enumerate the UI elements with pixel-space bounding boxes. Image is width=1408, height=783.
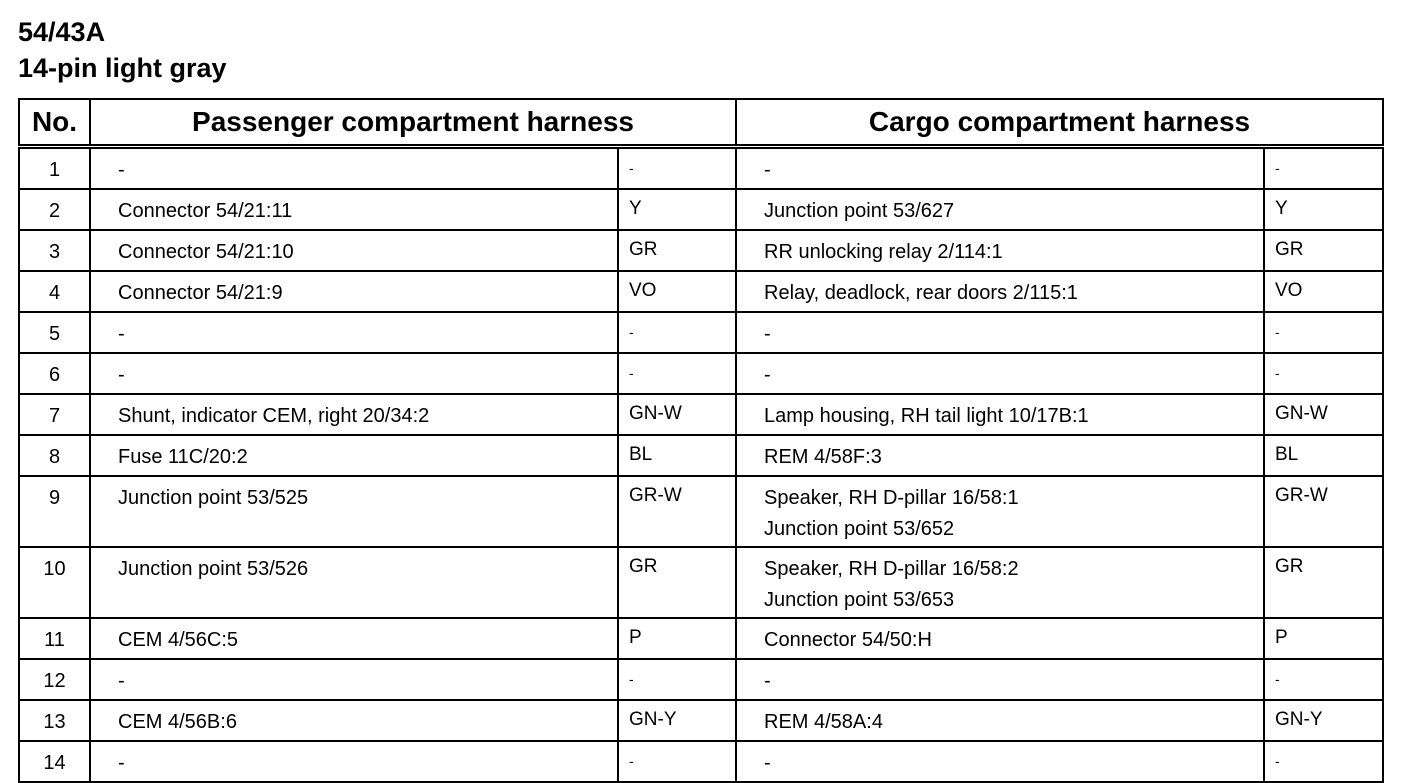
table-row — [19, 659, 1383, 700]
table-row — [19, 394, 1383, 435]
passenger-connection-line: - — [118, 323, 125, 345]
table-row — [19, 147, 1383, 190]
cargo-connection — [736, 547, 1264, 618]
passenger-wire-color: VO — [618, 271, 736, 312]
pin-number: 11 — [19, 618, 90, 659]
cargo-connection — [736, 435, 1264, 476]
passenger-wire-color: BL — [618, 435, 736, 476]
pin-number: 10 — [19, 547, 90, 618]
pin-number: 7 — [19, 394, 90, 435]
header-cargo-harness: Cargo compartment harness — [736, 99, 1383, 147]
pin-number: 4 — [19, 271, 90, 312]
cargo-connection-line: Speaker, RH D-pillar 16/58:1 — [764, 487, 1019, 509]
passenger-connection-line: Shunt, indicator CEM, right 20/34:2 — [118, 405, 430, 427]
cargo-connection — [736, 700, 1264, 741]
table-row — [19, 353, 1383, 394]
passenger-connection-line: - — [118, 670, 125, 692]
passenger-wire-color: GR — [618, 547, 736, 618]
pin-number: 13 — [19, 700, 90, 741]
passenger-wire-color: - — [618, 659, 736, 700]
cargo-connection-line: Lamp housing, RH tail light 10/17B:1 — [764, 405, 1089, 427]
cargo-wire-color: - — [1264, 147, 1383, 190]
pin-number: 14 — [19, 741, 90, 782]
cargo-wire-color: GN-Y — [1264, 700, 1383, 741]
passenger-wire-color: - — [618, 147, 736, 190]
cargo-connection-line: - — [764, 752, 771, 774]
table-row — [19, 618, 1383, 659]
passenger-wire-color: Y — [618, 189, 736, 230]
passenger-connection-line: Fuse 11C/20:2 — [118, 446, 248, 468]
table-row — [19, 547, 1383, 618]
passenger-connection-line: Connector 54/21:10 — [118, 241, 294, 263]
passenger-connection-line: Junction point 53/526 — [118, 558, 309, 580]
pin-number: 1 — [19, 147, 90, 190]
cargo-connection-line: Speaker, RH D-pillar 16/58:2 — [764, 558, 1019, 580]
cargo-connection — [736, 230, 1264, 271]
header-row — [19, 99, 1383, 147]
cargo-connection-line: Junction point 53/627 — [764, 200, 955, 222]
cargo-connection — [736, 476, 1264, 547]
cargo-connection — [736, 312, 1264, 353]
cargo-wire-color: - — [1264, 659, 1383, 700]
passenger-connection — [90, 394, 618, 435]
title-block — [18, 14, 227, 86]
passenger-connection — [90, 547, 618, 618]
table-row — [19, 476, 1383, 547]
table-row — [19, 312, 1383, 353]
passenger-connection — [90, 618, 618, 659]
cargo-wire-color: BL — [1264, 435, 1383, 476]
passenger-wire-color: - — [618, 312, 736, 353]
header-passenger-harness: Passenger compartment harness — [90, 99, 736, 147]
cargo-connection — [736, 189, 1264, 230]
passenger-connection — [90, 271, 618, 312]
table-row — [19, 230, 1383, 271]
pin-number: 2 — [19, 189, 90, 230]
pinout-table-header — [19, 99, 1383, 147]
cargo-connection-line: REM 4/58A:4 — [764, 711, 883, 733]
passenger-connection — [90, 659, 618, 700]
cargo-wire-color: P — [1264, 618, 1383, 659]
table-row — [19, 189, 1383, 230]
header-no: No. — [19, 99, 90, 147]
cargo-connection — [736, 353, 1264, 394]
table-row — [19, 435, 1383, 476]
passenger-wire-color: P — [618, 618, 736, 659]
cargo-wire-color: - — [1264, 312, 1383, 353]
pin-number: 5 — [19, 312, 90, 353]
passenger-connection — [90, 312, 618, 353]
passenger-wire-color: GR — [618, 230, 736, 271]
cargo-connection — [736, 147, 1264, 190]
cargo-connection-line: Relay, deadlock, rear doors 2/115:1 — [764, 282, 1078, 304]
pin-number: 6 — [19, 353, 90, 394]
passenger-connection-line: - — [118, 364, 125, 386]
cargo-connection-line: REM 4/58F:3 — [764, 446, 882, 468]
passenger-connection — [90, 476, 618, 547]
cargo-connection-line: RR unlocking relay 2/114:1 — [764, 241, 1003, 263]
passenger-connection — [90, 230, 618, 271]
cargo-connection — [736, 271, 1264, 312]
pinout-table — [18, 98, 1384, 783]
passenger-connection — [90, 353, 618, 394]
cargo-wire-color: Y — [1264, 189, 1383, 230]
pin-number: 9 — [19, 476, 90, 547]
cargo-connection-line: - — [764, 323, 771, 345]
passenger-connection-line: CEM 4/56C:5 — [118, 629, 239, 651]
table-row — [19, 271, 1383, 312]
passenger-wire-color: GR-W — [618, 476, 736, 547]
passenger-connection-line: CEM 4/56B:6 — [118, 711, 237, 733]
cargo-wire-color: GR — [1264, 547, 1383, 618]
cargo-connection-line: Connector 54/50:H — [764, 629, 932, 651]
passenger-connection-line: - — [118, 159, 125, 181]
cargo-connection-line: - — [764, 364, 771, 386]
passenger-connection-line: Connector 54/21:9 — [118, 282, 283, 304]
passenger-wire-color: - — [618, 353, 736, 394]
connector-description-title: 14-pin light gray — [18, 53, 227, 83]
passenger-connection-line: - — [118, 752, 125, 774]
passenger-connection — [90, 700, 618, 741]
cargo-connection-line: - — [764, 159, 771, 181]
pin-number: 12 — [19, 659, 90, 700]
pinout-table-body — [19, 147, 1383, 783]
passenger-wire-color: - — [618, 741, 736, 782]
pin-number: 8 — [19, 435, 90, 476]
passenger-connection-line: Connector 54/21:11 — [118, 200, 293, 222]
cargo-connection — [736, 394, 1264, 435]
passenger-wire-color: GN-Y — [618, 700, 736, 741]
cargo-wire-color: - — [1264, 353, 1383, 394]
cargo-connection — [736, 659, 1264, 700]
cargo-connection-line: Junction point 53/653 — [764, 589, 955, 611]
cargo-wire-color: GN-W — [1264, 394, 1383, 435]
pin-number: 3 — [19, 230, 90, 271]
cargo-connection — [736, 618, 1264, 659]
cargo-connection-line: - — [764, 670, 771, 692]
cargo-wire-color: - — [1264, 741, 1383, 782]
cargo-wire-color: VO — [1264, 271, 1383, 312]
table-row — [19, 700, 1383, 741]
cargo-wire-color: GR-W — [1264, 476, 1383, 547]
passenger-connection — [90, 435, 618, 476]
passenger-connection-line: Junction point 53/525 — [118, 487, 309, 509]
passenger-connection — [90, 147, 618, 190]
cargo-wire-color: GR — [1264, 230, 1383, 271]
cargo-connection-line: Junction point 53/652 — [764, 518, 955, 540]
passenger-connection — [90, 189, 618, 230]
passenger-wire-color: GN-W — [618, 394, 736, 435]
connector-id-title: 54/43A — [18, 17, 106, 47]
